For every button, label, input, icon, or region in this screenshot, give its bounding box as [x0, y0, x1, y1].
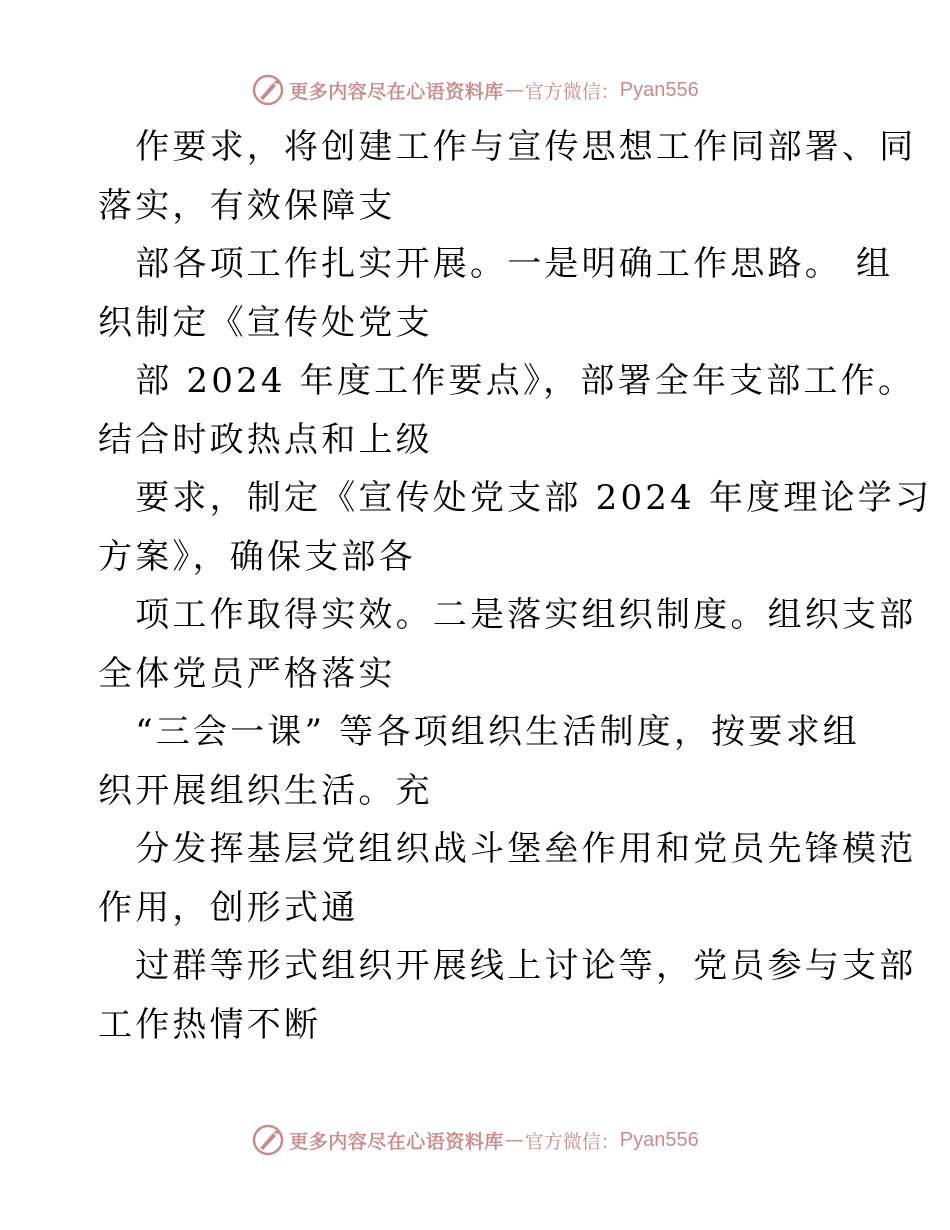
- banner-dash: —: [504, 79, 524, 101]
- banner-subtitle: 官方微信：: [524, 80, 620, 103]
- banner-title: 更多内容尽在心语资料库: [289, 80, 504, 103]
- text-line: 工作热情不断: [98, 1004, 322, 1045]
- text-line: “三会一课” 等各项组织生活制度，按要求组: [98, 712, 860, 752]
- banner-wechat-id: Pyan556: [619, 78, 699, 101]
- text-line: 落实，有效保障支: [98, 185, 396, 226]
- quill-logo-icon: [251, 1123, 285, 1157]
- text-line: 作要求，将创建工作与宣传思想工作同部署、同: [98, 127, 917, 167]
- banner-wechat-id: Pyan556: [619, 1128, 699, 1151]
- banner-subtitle: 官方微信：: [524, 1130, 620, 1153]
- text-line: 织制定《宣传处党支: [98, 302, 433, 343]
- banner-dash: —: [504, 1129, 524, 1151]
- document-body: [98, 118, 933, 1054]
- text-line: 织开展组织生活。充: [98, 770, 433, 811]
- text-line: 作用，创形式通: [98, 887, 359, 928]
- text-line: 全体党员严格落实: [98, 653, 396, 694]
- text-line: 分发挥基层党组织战斗堡垒作用和党员先锋模范: [98, 829, 917, 869]
- text-line: 结合时政热点和上级: [98, 419, 433, 460]
- banner-title: 更多内容尽在心语资料库: [289, 1130, 504, 1153]
- footer-watermark: [0, 1120, 950, 1160]
- quill-logo-icon: [251, 73, 285, 107]
- text-line: 部 2024 年度工作要点》，部署全年支部工作。: [98, 361, 916, 401]
- text-line: 部各项工作扎实开展。一是明确工作思路。 组: [98, 244, 894, 284]
- text-line: 过群等形式组织开展线上讨论等，党员参与支部: [98, 946, 917, 986]
- text-line: 要求，制定《宣传处党支部 2024 年度理论学习: [98, 478, 933, 518]
- text-line: 项工作取得实效。二是落实组织制度。组织支部: [98, 595, 917, 635]
- text-line: 方案》，确保支部各: [98, 536, 416, 577]
- header-watermark: [0, 70, 950, 110]
